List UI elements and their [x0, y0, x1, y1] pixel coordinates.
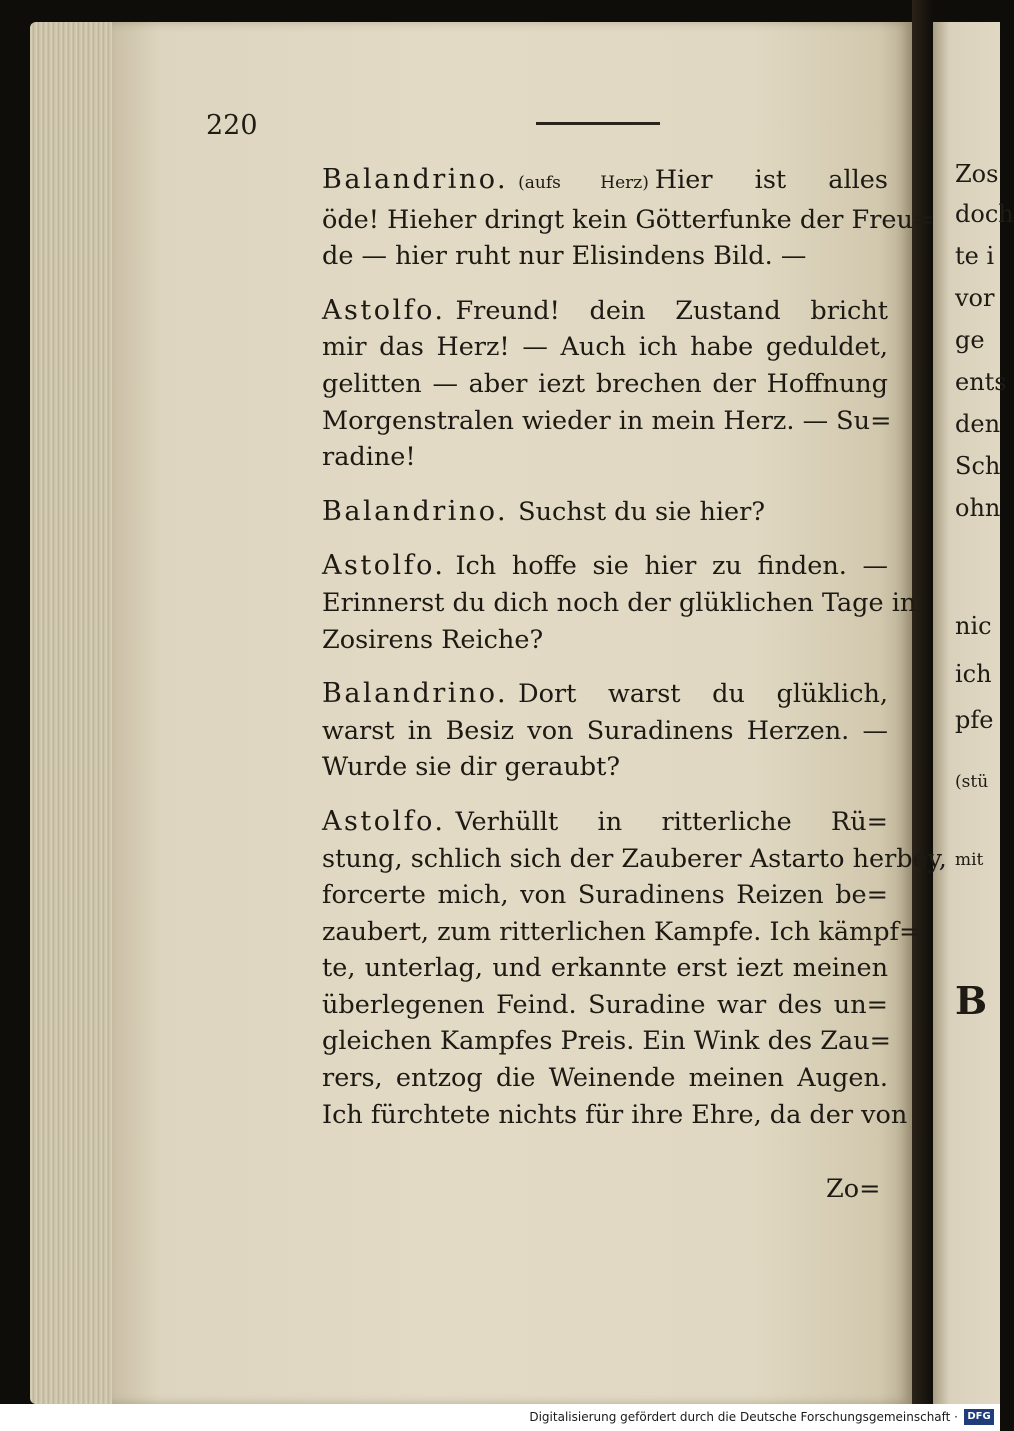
speaker-name: Balandrino.: [322, 495, 509, 527]
text-line: [322, 329, 888, 366]
text-line: [322, 494, 888, 531]
facing-page-fragment: den: [955, 410, 1001, 438]
text-line: [322, 914, 921, 951]
line-text: gelitten — aber iezt brechen der Hoffnung: [322, 368, 888, 399]
facing-page-fragment: pfe: [955, 706, 994, 734]
stage-direction: (aufs Herz): [518, 173, 649, 193]
dialogue-paragraph: [322, 804, 947, 1133]
text-line: [322, 877, 888, 914]
facing-page-fragment: ohn: [955, 494, 1001, 522]
dialogue-paragraph: [322, 676, 888, 786]
facing-page-fragment: ents: [955, 368, 1007, 396]
dfg-logo: DFG: [964, 1409, 994, 1425]
page-text: [322, 162, 947, 1133]
line-text: Zosirens Reiche?: [322, 624, 544, 655]
speaker-name: Astolfo.: [322, 294, 446, 326]
line-text: überlegenen Feind. Suradine war des un=: [322, 989, 888, 1020]
text-line: [322, 1060, 888, 1097]
facing-page-fragment: B: [955, 978, 988, 1023]
dialogue-paragraph: [322, 293, 892, 476]
line-text: Freund! dein Zustand bricht: [455, 295, 888, 326]
text-line: [322, 987, 888, 1024]
facing-page-fragment: nic: [955, 612, 992, 640]
line-text: zaubert, zum ritterlichen Kampfe. Ich kämpf=: [322, 916, 921, 947]
line-text: gleichen Kampfes Preis. Ein Wink des Zau=: [322, 1026, 891, 1057]
catchword: Zo=: [826, 1174, 881, 1204]
text-line: [322, 622, 888, 659]
line-text: te, unterlag, und erkannte erst iezt meinen: [322, 953, 888, 984]
line-text: Hier ist alles: [654, 165, 888, 195]
page-header: [206, 110, 866, 150]
header-rule: [536, 122, 660, 125]
text-line: [322, 1097, 908, 1134]
text-line: [322, 202, 935, 239]
facing-page-fragment: vor: [955, 284, 995, 312]
facing-page: [933, 22, 1014, 1404]
text-line: [322, 950, 888, 987]
text-line: [322, 676, 888, 713]
facing-page-fragment: doch: [955, 200, 1014, 228]
speaker-name: Astolfo.: [322, 805, 446, 837]
text-line: [322, 548, 888, 585]
dialogue-paragraph: [322, 548, 917, 658]
line-text: mir das Herz! — Auch ich habe geduldet,: [322, 332, 888, 363]
line-text: rers, entzog die Weinende meinen Augen.: [322, 1063, 888, 1094]
facing-page-fragment: te i: [955, 242, 995, 270]
dialogue-paragraph: [322, 494, 888, 531]
text-line: [322, 162, 888, 202]
line-text: forcerte mich, von Suradinens Reizen be=: [322, 880, 888, 911]
line-text: öde! Hieher dringt kein Götterfunke der Freu=: [322, 204, 935, 235]
text-line: [322, 238, 888, 275]
footer-bar: [0, 1404, 1000, 1431]
text-line: [322, 585, 917, 622]
line-text: de — hier ruht nur Elisindens Bild. —: [322, 241, 807, 272]
text-line: [322, 841, 947, 878]
line-text: Morgenstralen wieder in mein Herz. — Su=: [322, 405, 892, 436]
line-text: stung, schlich sich der Zauberer Astarto herbey,: [322, 843, 947, 874]
text-line: [322, 804, 888, 841]
footer-credit: Digitalisierung gefördert durch die Deutsche Forschungsgemeinschaft ·: [529, 1410, 958, 1424]
line-text: Ich hoffe sie hier zu finden. —: [455, 551, 888, 582]
text-line: [322, 749, 888, 786]
line-text: radine!: [322, 442, 416, 473]
facing-page-fragment: Zos: [955, 160, 999, 188]
text-line: [322, 1023, 891, 1060]
speaker-name: Balandrino.: [322, 678, 509, 710]
facing-page-fragment: ich: [955, 660, 992, 688]
line-text: Erinnerst du dich noch der glüklichen Tage in: [322, 587, 917, 618]
speaker-name: Astolfo.: [322, 550, 446, 582]
text-line: [322, 713, 888, 750]
dialogue-paragraph: [322, 162, 935, 275]
text-line: [322, 403, 892, 440]
line-text: Dort warst du glüklich,: [518, 679, 888, 710]
page-number: 220: [206, 110, 258, 141]
line-text: Verhüllt in ritterliche Rü=: [455, 806, 888, 837]
line-text: Wurde sie dir geraubt?: [322, 752, 620, 783]
text-line: [322, 366, 888, 403]
text-line: [322, 439, 888, 476]
text-line: [322, 293, 888, 330]
line-text: Ich fürchtete nichts für ihre Ehre, da der von: [322, 1099, 908, 1130]
facing-page-fragment: (stü: [955, 772, 989, 792]
line-text: Suchst du sie hier?: [518, 496, 765, 527]
line-text: warst in Besiz von Suradinens Herzen. —: [322, 715, 888, 746]
facing-page-fragment: mit: [955, 850, 984, 870]
facing-page-fragment: Sch: [955, 452, 1001, 480]
facing-page-fragment: ge: [955, 326, 985, 354]
speaker-name: Balandrino.: [322, 164, 509, 195]
